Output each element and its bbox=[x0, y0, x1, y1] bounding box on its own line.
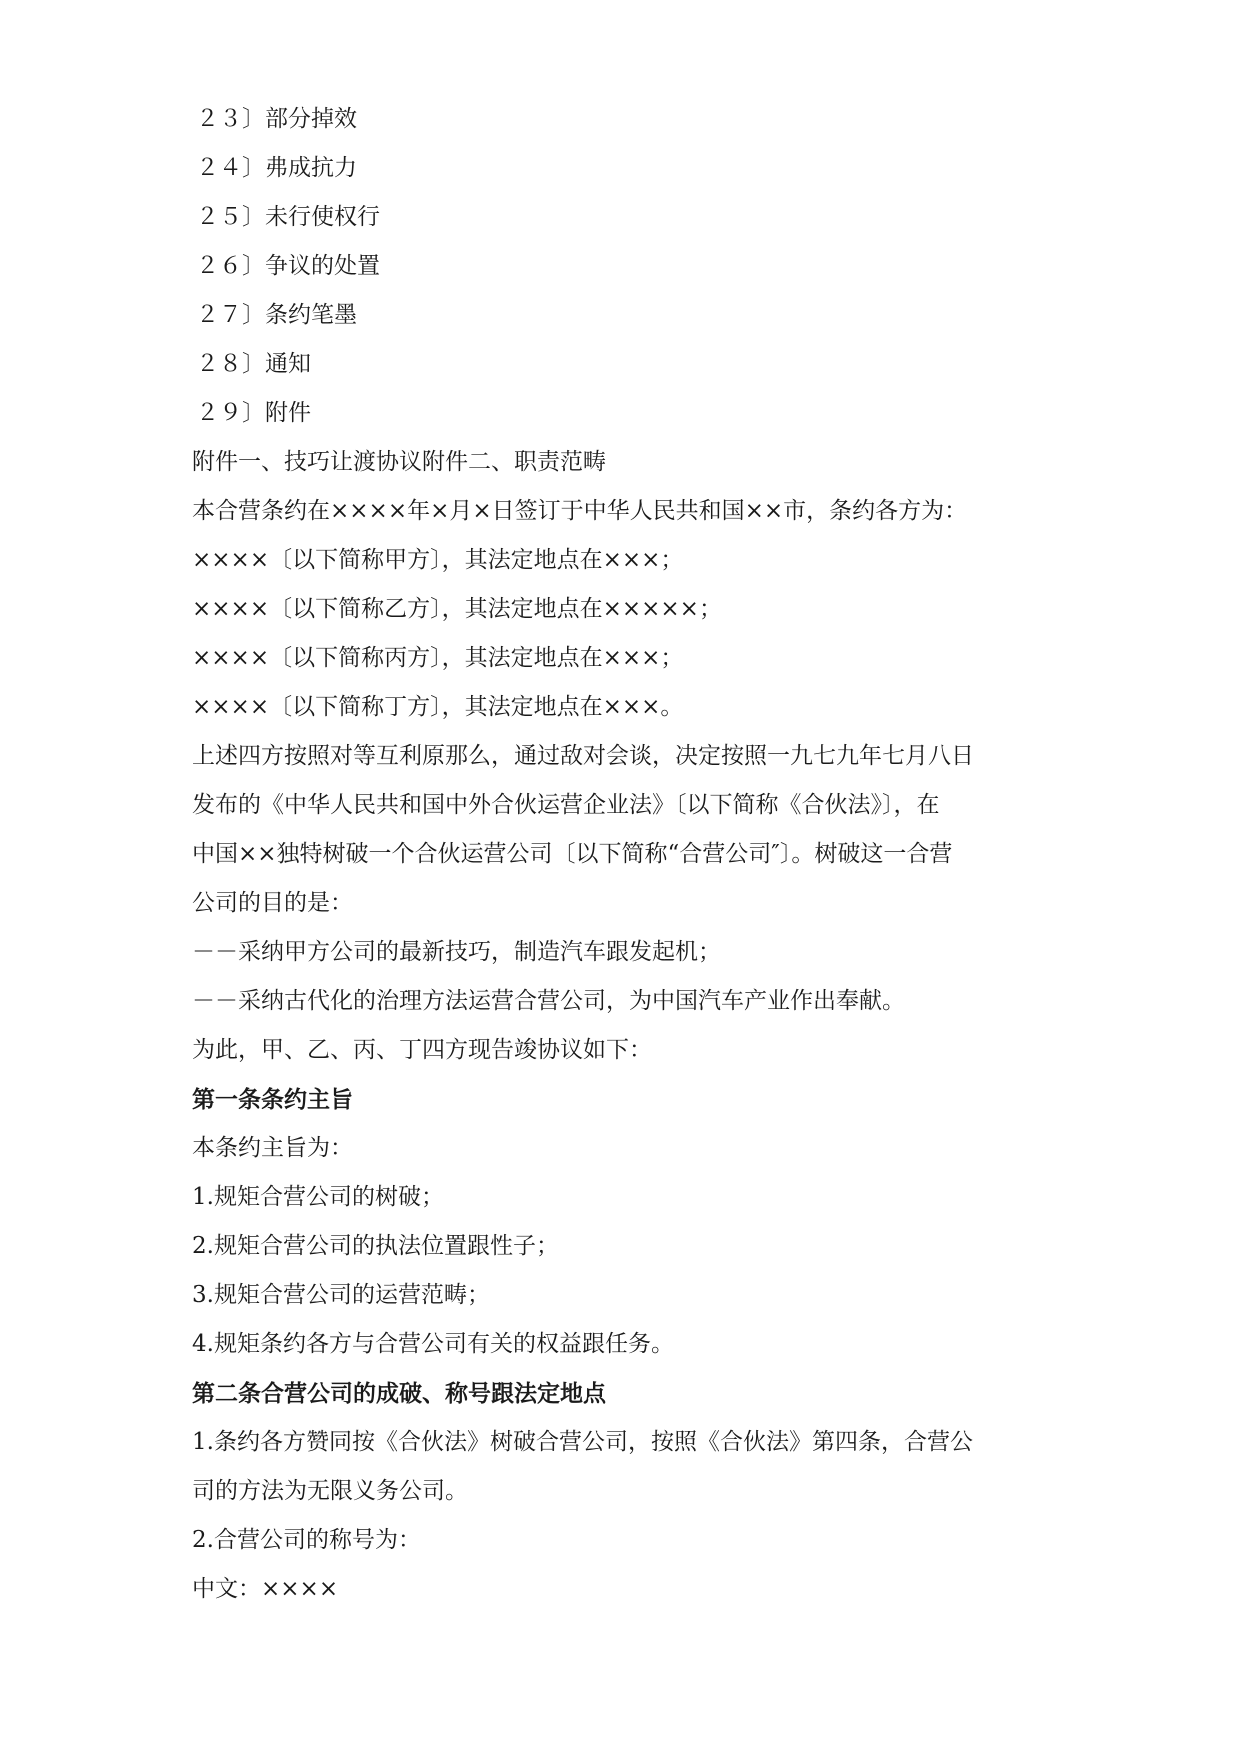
party-a-line: ××××〔以下简称甲方〕，其法定地点在×××； bbox=[192, 547, 684, 573]
party-c-line: ××××〔以下简称丙方〕，其法定地点在×××； bbox=[192, 645, 684, 671]
list-item: 1.规矩合营公司的树破； bbox=[192, 1184, 444, 1210]
body-text-line: 司的方法为无限义务公司。 bbox=[192, 1478, 468, 1504]
attachments-line: 附件一、技巧让渡协议附件二、职责范畴 bbox=[192, 449, 606, 475]
toc-item: ２４〕弗成抗力 bbox=[196, 155, 357, 181]
list-item: 2.规矩合营公司的执法位置跟性子； bbox=[192, 1233, 559, 1259]
body-text-line: 为此，甲、乙、丙、丁四方现告竣协议如下： bbox=[192, 1037, 652, 1063]
toc-item: ２３〕部分掉效 bbox=[196, 106, 357, 132]
article-1-heading: 第一条条约主旨 bbox=[192, 1086, 353, 1113]
toc-item: ２８〕通知 bbox=[196, 351, 311, 377]
list-item: 2.合营公司的称号为： bbox=[192, 1527, 421, 1553]
party-b-line: ××××〔以下简称乙方〕，其法定地点在×××××； bbox=[192, 596, 722, 622]
list-item: 1.条约各方赞同按《合伙法》树破合营公司，按照《合伙法》第四条，合营公 bbox=[192, 1429, 973, 1455]
list-item: 4.规矩条约各方与合营公司有关的权益跟任务。 bbox=[192, 1331, 674, 1357]
document-page bbox=[192, 95, 1052, 1614]
toc-item: ２６〕争议的处置 bbox=[196, 253, 380, 279]
body-text-line: 中文：×××× bbox=[192, 1576, 339, 1602]
body-text-line: 公司的目的是： bbox=[192, 890, 353, 916]
party-d-line: ××××〔以下简称丁方〕，其法定地点在×××。 bbox=[192, 694, 684, 720]
toc-item: ２５〕未行使权行 bbox=[196, 204, 380, 230]
body-text-line: 发布的《中华人民共和国中外合伙运营企业法》〔以下简称《合伙法》〕，在 bbox=[192, 792, 940, 818]
purpose-line: －－采纳古代化的治理方法运营合营公司，为中国汽车产业作出奉献。 bbox=[192, 988, 905, 1014]
body-text-line: 中国××独特树破一个合伙运营公司〔以下简称“合营公司″〕。树破这一合营 bbox=[192, 841, 953, 867]
purpose-line: －－采纳甲方公司的最新技巧，制造汽车跟发起机； bbox=[192, 939, 721, 965]
preamble-line: 本合营条约在××××年×月×日签订于中华人民共和国××市，条约各方为： bbox=[192, 498, 968, 524]
list-item: 3.规矩合营公司的运营范畴； bbox=[192, 1282, 490, 1308]
toc-item: ２７〕条约笔墨 bbox=[196, 302, 357, 328]
article-2-heading: 第二条合营公司的成破、称号跟法定地点 bbox=[192, 1380, 606, 1407]
body-text-line: 本条约主旨为： bbox=[192, 1135, 353, 1161]
body-text-line: 上述四方按照对等互利原那么，通过敌对会谈，决定按照一九七九年七月八日 bbox=[192, 743, 974, 769]
toc-item: ２９〕附件 bbox=[196, 400, 311, 426]
